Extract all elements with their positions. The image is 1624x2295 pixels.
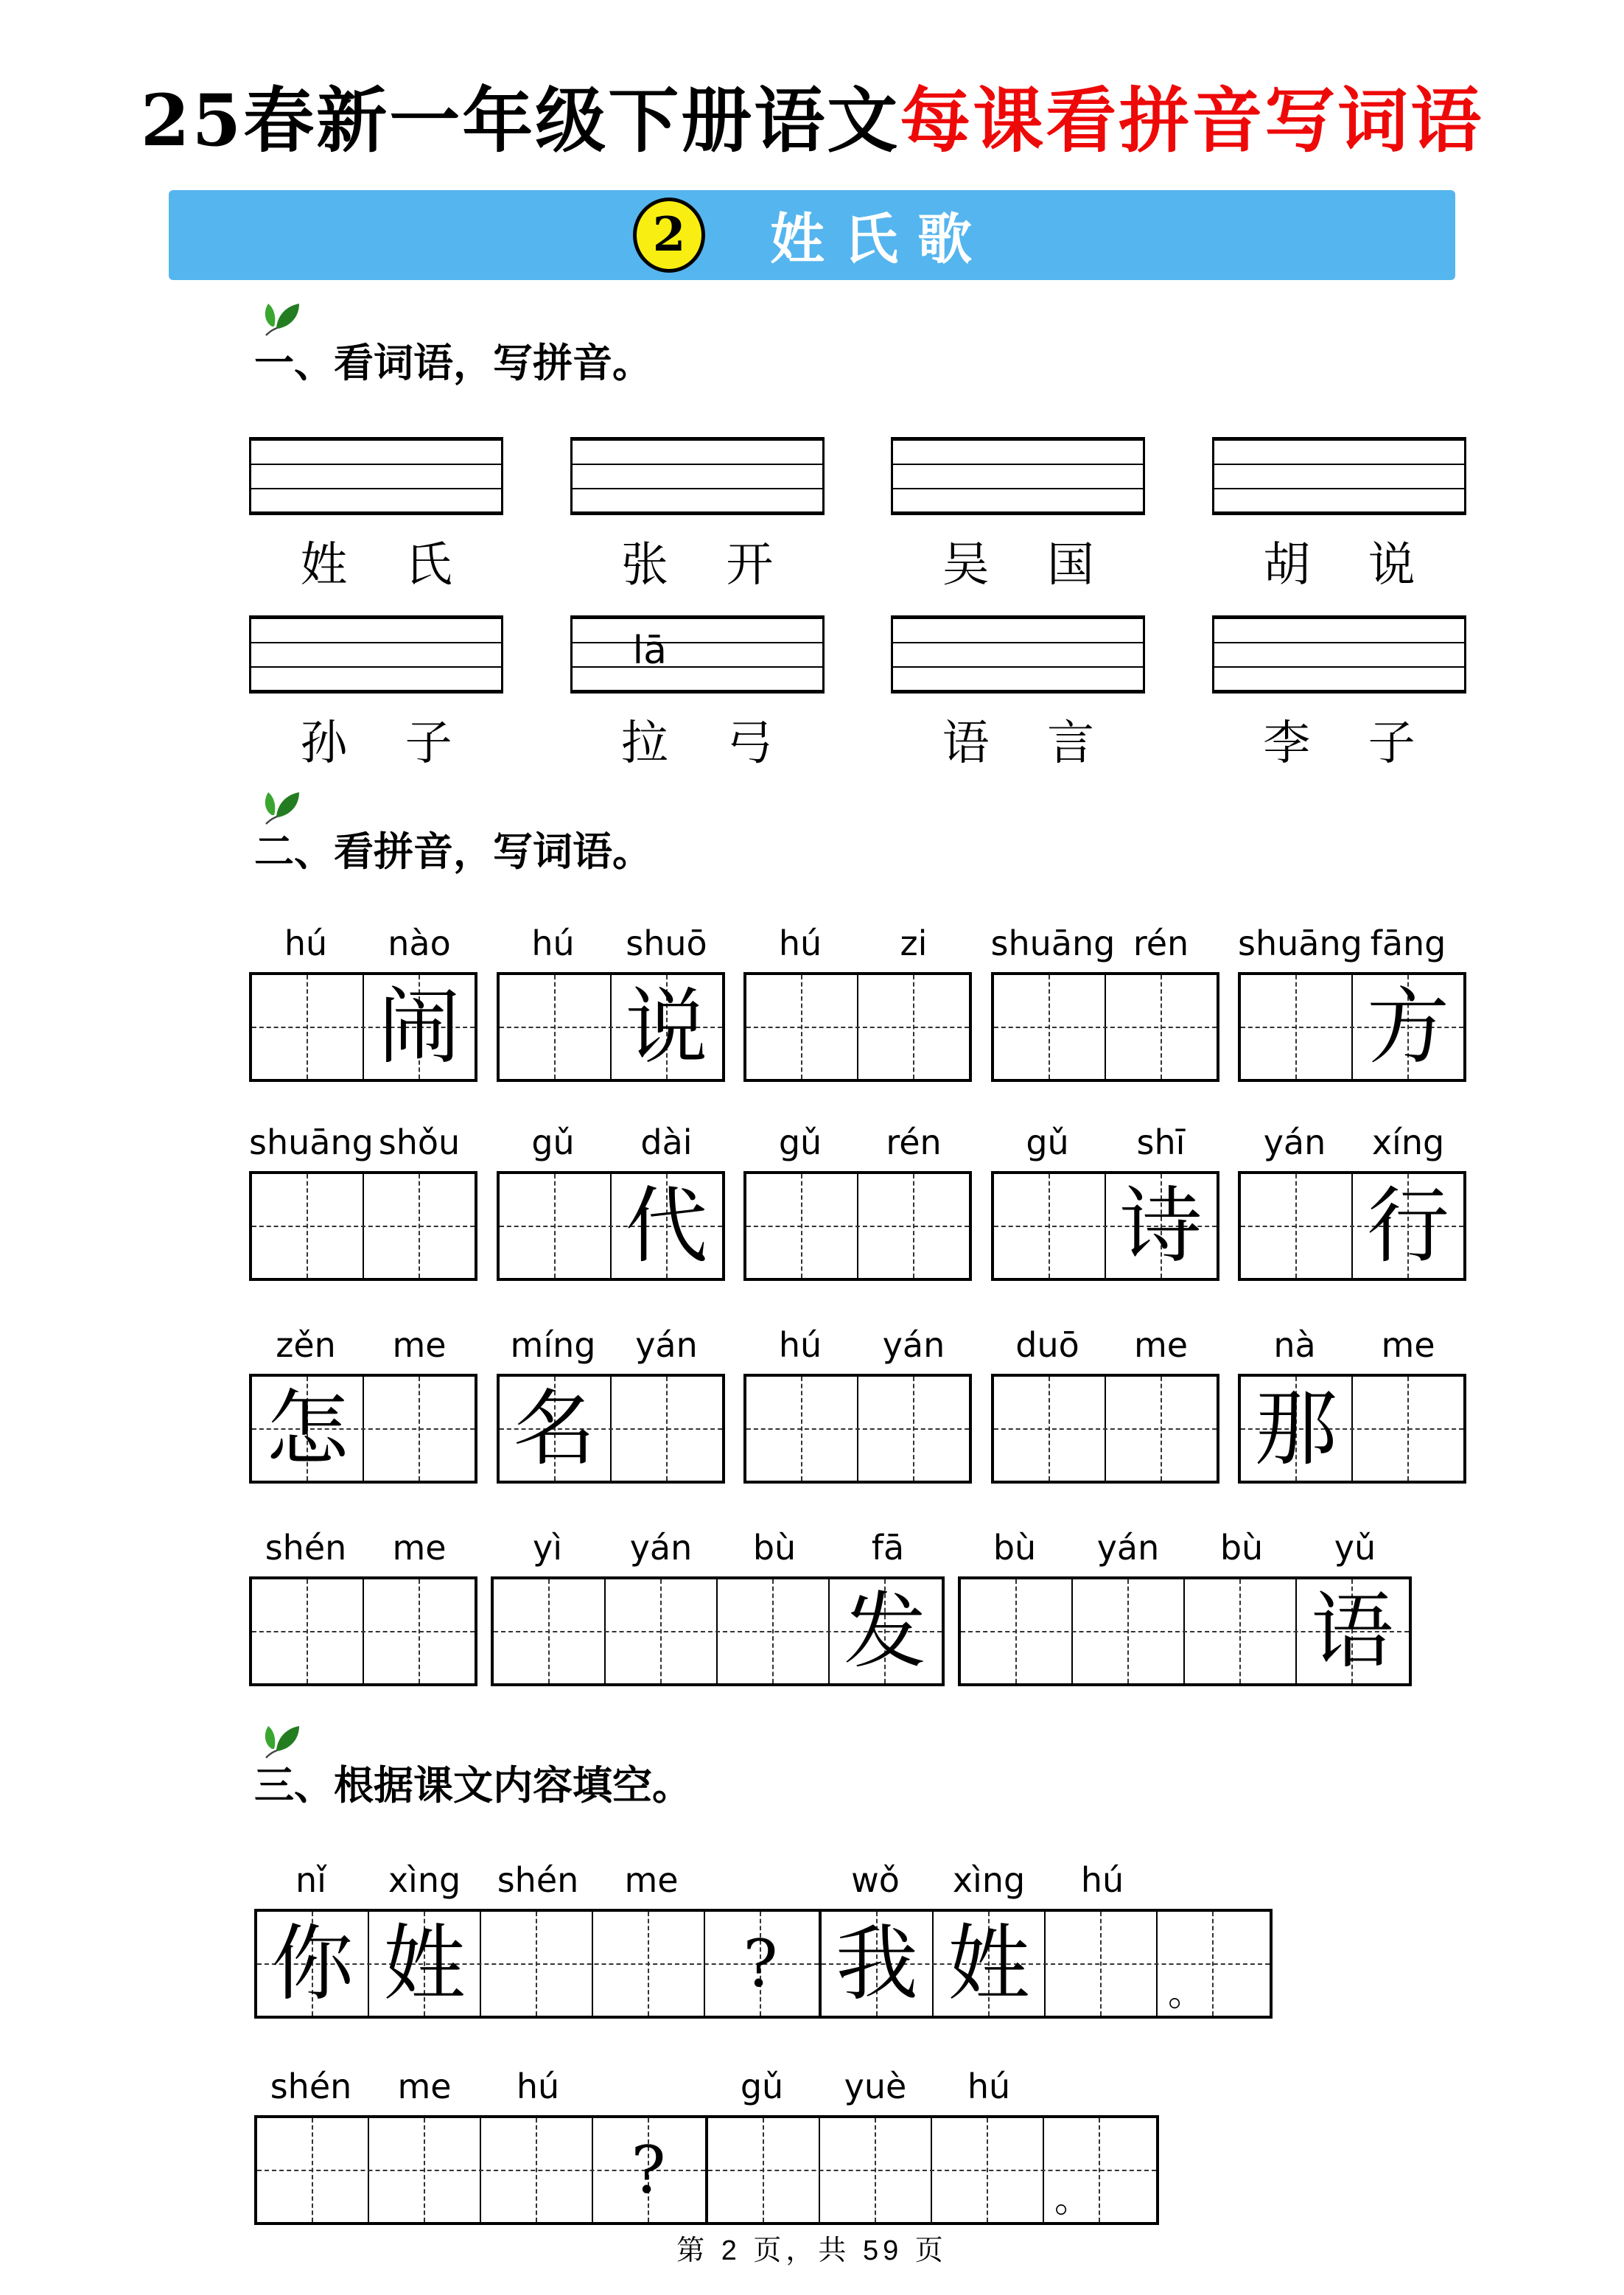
- page-title: [0, 65, 1624, 166]
- pinyin-row: [743, 1117, 972, 1162]
- pinyin-label: hú: [778, 923, 822, 963]
- answer-cell[interactable]: [257, 2118, 369, 2222]
- pinyin-row: [497, 1117, 725, 1162]
- answer-character: 发: [844, 1583, 926, 1680]
- answer-cell[interactable]: [934, 1912, 1046, 2016]
- pinyin-word-group: [491, 1522, 945, 1686]
- word-label: 孙 子: [300, 716, 452, 771]
- answer-cell[interactable]: [252, 975, 364, 1079]
- pinyin-label: shén: [497, 1860, 579, 1900]
- word-label: 张 开: [620, 538, 774, 593]
- answer-cell[interactable]: [858, 975, 969, 1079]
- pinyin-word-group: [819, 1854, 1273, 2019]
- character-grid: [249, 1374, 477, 1484]
- answer-character: 姓: [948, 1915, 1030, 2012]
- pinyin-word-group: [1238, 1117, 1466, 1281]
- answer-cell[interactable]: [1158, 1912, 1268, 2016]
- pinyin-label: míng: [510, 1325, 596, 1365]
- character-grid: [743, 1374, 972, 1484]
- section-one-heading: [254, 332, 652, 388]
- pinyin-box-group: [891, 615, 1145, 773]
- pinyin-word-group: [1238, 918, 1466, 1082]
- pinyin-row: [249, 1319, 477, 1365]
- section-heading: 二、看拼音，写词语。: [254, 830, 652, 874]
- answer-character: 那: [1255, 1380, 1337, 1477]
- answer-character: 说: [625, 979, 708, 1075]
- answer-cell[interactable]: [494, 1579, 606, 1683]
- answer-cell[interactable]: [718, 1579, 830, 1683]
- word-label: 李 子: [1263, 716, 1415, 771]
- word-label: 拉 弓: [620, 716, 774, 771]
- pinyin-row: [958, 1522, 1412, 1568]
- pinyin-word-group: [249, 1319, 477, 1484]
- answer-cell[interactable]: [1241, 1174, 1353, 1278]
- answer-cell[interactable]: [822, 1912, 934, 2016]
- answer-cell[interactable]: [746, 975, 858, 1079]
- pinyin-writing-box[interactable]: [570, 615, 825, 694]
- pinyin-writing-box[interactable]: [570, 437, 825, 515]
- answer-cell[interactable]: [364, 975, 475, 1079]
- pinyin-word-group: [254, 2061, 708, 2225]
- answer-cell[interactable]: [1106, 975, 1217, 1079]
- pinyin-label: yán: [629, 1528, 693, 1568]
- answer-cell[interactable]: [612, 1174, 722, 1278]
- pinyin-label: shén: [265, 1528, 347, 1568]
- pinyin-grid-row: [249, 1117, 1466, 1281]
- pinyin-box-group: [1212, 437, 1466, 595]
- section-three-heading: [254, 1754, 692, 1811]
- pinyin-word-group: [991, 1117, 1219, 1281]
- pinyin-label: yán: [882, 1325, 945, 1365]
- answer-cell[interactable]: [961, 1579, 1073, 1683]
- pinyin-row: [1238, 1117, 1466, 1162]
- pinyin-label: xíng: [1371, 1122, 1445, 1162]
- pinyin-row: [254, 2061, 708, 2106]
- pinyin-word-group: [743, 1319, 972, 1484]
- pinyin-label: me: [392, 1528, 447, 1568]
- answer-cell[interactable]: [612, 975, 722, 1079]
- pinyin-label: hú: [284, 923, 328, 963]
- lesson-banner: [169, 190, 1455, 280]
- answer-character: ?: [631, 2131, 666, 2208]
- pinyin-label: gǔ: [778, 1122, 822, 1162]
- pinyin-writing-box[interactable]: [249, 437, 503, 515]
- answer-character: 。: [1168, 1971, 1205, 2014]
- pinyin-row: [705, 2061, 1159, 2106]
- character-grid: [743, 972, 972, 1082]
- character-grid: [991, 972, 1219, 1082]
- answer-cell[interactable]: [369, 2118, 481, 2222]
- character-grid: [254, 1909, 822, 2019]
- pinyin-box-group: [1212, 615, 1466, 773]
- pinyin-word-group: [497, 918, 725, 1082]
- character-grid: [1238, 1171, 1466, 1281]
- answer-cell[interactable]: [612, 1377, 722, 1481]
- word-label: 吴 国: [942, 538, 1094, 593]
- character-grid: [497, 1374, 725, 1484]
- pinyin-label: shuō: [626, 923, 707, 963]
- section-heading: 三、根据课文内容填空。: [254, 1764, 692, 1808]
- pinyin-row: [991, 1319, 1219, 1365]
- answer-character: 代: [625, 1178, 708, 1274]
- pinyin-word-group: [497, 1319, 725, 1484]
- pinyin-label: me: [624, 1860, 679, 1900]
- pinyin-box-row: [249, 437, 1466, 595]
- pinyin-writing-box[interactable]: [891, 615, 1145, 694]
- character-grid: [249, 1171, 477, 1281]
- answer-character: 诗: [1119, 1178, 1203, 1274]
- answer-cell[interactable]: [500, 1377, 612, 1481]
- answer-cell[interactable]: [606, 1579, 718, 1683]
- word-label: 语 言: [942, 716, 1094, 771]
- character-grid: [991, 1374, 1219, 1484]
- answer-cell[interactable]: [1353, 975, 1463, 1079]
- answer-cell[interactable]: [257, 1912, 369, 2016]
- answer-character: 名: [513, 1380, 596, 1477]
- pinyin-label: gǔ: [1026, 1122, 1069, 1162]
- pinyin-word-group: [991, 1319, 1219, 1484]
- pinyin-writing-box[interactable]: [1212, 615, 1466, 694]
- pinyin-word-group: [958, 1522, 1412, 1686]
- answer-cell[interactable]: [364, 1377, 475, 1481]
- pinyin-label: yán: [635, 1325, 698, 1365]
- pinyin-label: me: [1381, 1325, 1435, 1365]
- pinyin-grid-row: [249, 1522, 1466, 1686]
- pinyin-label: shuāng: [990, 923, 1116, 963]
- character-grid: [819, 1909, 1273, 2019]
- pinyin-label: me: [397, 2067, 452, 2106]
- character-grid: [249, 1576, 477, 1686]
- answer-cell[interactable]: [500, 975, 612, 1079]
- pinyin-row: [249, 1117, 477, 1162]
- pinyin-label: rén: [886, 1122, 942, 1162]
- pinyin-label: fāng: [1370, 923, 1446, 963]
- page-footer: 第 2 页，共 59 页: [676, 2235, 948, 2266]
- pinyin-label: zěn: [276, 1325, 336, 1365]
- answer-cell[interactable]: [1073, 1579, 1185, 1683]
- pinyin-label: me: [1133, 1325, 1189, 1365]
- pinyin-grid-row: [249, 918, 1466, 1082]
- section-two-heading: [254, 820, 652, 877]
- answer-cell[interactable]: [1241, 1377, 1353, 1481]
- pinyin-row: [991, 1117, 1219, 1162]
- pinyin-row: [249, 918, 477, 963]
- answer-cell[interactable]: [746, 1377, 858, 1481]
- pinyin-label: zi: [900, 923, 928, 963]
- pinyin-label: yì: [532, 1528, 562, 1568]
- pinyin-label: hú: [531, 923, 575, 963]
- character-grid: [991, 1171, 1219, 1281]
- leaf-icon: [256, 301, 303, 346]
- pinyin-row: [1238, 1319, 1466, 1365]
- pinyin-label: dài: [640, 1122, 693, 1162]
- pinyin-label: shī: [1136, 1122, 1186, 1162]
- pinyin-word-group: [743, 1117, 972, 1281]
- answer-character: 姓: [383, 1915, 466, 2012]
- pinyin-word-group: [991, 918, 1219, 1082]
- pinyin-row: [819, 1854, 1273, 1900]
- answer-cell[interactable]: [1241, 975, 1353, 1079]
- pinyin-box-group: [570, 615, 825, 773]
- lesson-title: 姓氏歌: [770, 209, 991, 270]
- character-grid: [249, 972, 477, 1082]
- fill-blank-row: [254, 2061, 1159, 2225]
- answer-cell[interactable]: [858, 1174, 969, 1278]
- page-title-black: 25春新一年级下册语文: [140, 79, 900, 162]
- character-grid: [497, 1171, 725, 1281]
- lesson-number-badge: 2: [633, 198, 705, 273]
- pinyin-label: gǔ: [740, 2067, 784, 2106]
- pinyin-label: xìng: [952, 1860, 1026, 1900]
- pinyin-label: me: [392, 1325, 447, 1365]
- character-grid: [1238, 1374, 1466, 1484]
- pinyin-label: nǐ: [295, 1860, 326, 1900]
- answer-cell[interactable]: [932, 2118, 1044, 2222]
- pinyin-row: [991, 918, 1219, 963]
- pinyin-label: fā: [871, 1528, 905, 1568]
- pinyin-row: [743, 918, 972, 963]
- answer-character: 行: [1367, 1178, 1449, 1274]
- answer-cell[interactable]: [746, 1174, 858, 1278]
- answer-cell[interactable]: [830, 1579, 940, 1683]
- pinyin-label: hú: [967, 2067, 1011, 2106]
- answer-cell[interactable]: [1106, 1377, 1217, 1481]
- character-grid: [491, 1576, 945, 1686]
- pinyin-label: shén: [270, 2067, 352, 2106]
- pinyin-label: hú: [1080, 1860, 1124, 1900]
- pinyin-box-group: [249, 615, 503, 773]
- leaf-icon: [256, 1723, 303, 1769]
- pinyin-word-group: [1238, 1319, 1466, 1484]
- answer-cell[interactable]: [252, 1174, 364, 1278]
- answer-cell[interactable]: [1353, 1377, 1463, 1481]
- pinyin-row: [497, 918, 725, 963]
- character-grid: [743, 1171, 972, 1281]
- pinyin-label: wǒ: [851, 1860, 900, 1900]
- answer-cell[interactable]: [858, 1377, 969, 1481]
- answer-cell[interactable]: [369, 1912, 481, 2016]
- pinyin-label: shuāng: [1238, 923, 1362, 963]
- pinyin-label: bù: [993, 1528, 1037, 1568]
- pinyin-label: nà: [1273, 1325, 1316, 1365]
- answer-cell[interactable]: [593, 2118, 704, 2222]
- pinyin-word-group: [249, 1522, 477, 1686]
- answer-cell[interactable]: [481, 1912, 593, 2016]
- pinyin-box-row: [249, 615, 1466, 773]
- pinyin-label: yán: [1096, 1528, 1160, 1568]
- pinyin-box-group: [891, 437, 1145, 595]
- pinyin-writing-box[interactable]: [249, 615, 503, 694]
- answer-cell[interactable]: [593, 1912, 705, 2016]
- answer-cell[interactable]: [252, 1579, 364, 1683]
- page-title-red: 每课看拼音写词语: [900, 79, 1484, 162]
- answer-cell[interactable]: [500, 1174, 612, 1278]
- pinyin-word-group: [254, 1854, 822, 2019]
- pinyin-row: [497, 1319, 725, 1365]
- answer-cell[interactable]: [820, 2118, 932, 2222]
- character-grid: [1238, 972, 1466, 1082]
- section-heading: 一、看词语，写拼音。: [254, 341, 652, 385]
- pinyin-label: hú: [778, 1325, 822, 1365]
- pinyin-word-group: [497, 1117, 725, 1281]
- pinyin-grid-row: [249, 1319, 1466, 1484]
- character-grid: [254, 2115, 708, 2225]
- word-label: 胡 说: [1263, 538, 1415, 593]
- answer-cell[interactable]: [994, 1174, 1106, 1278]
- answer-character: 怎: [266, 1380, 349, 1477]
- pinyin-word-group: [743, 918, 972, 1082]
- answer-cell[interactable]: [994, 975, 1106, 1079]
- pinyin-label: yuè: [844, 2067, 907, 2106]
- answer-cell[interactable]: [1185, 1579, 1297, 1683]
- pinyin-row: [1238, 918, 1466, 963]
- pinyin-row: [249, 1522, 477, 1568]
- pinyin-label: shuāng: [249, 1122, 374, 1162]
- answer-character: 你: [271, 1915, 354, 2012]
- pinyin-box-group: [570, 437, 825, 595]
- character-grid: [497, 972, 725, 1082]
- answer-cell[interactable]: [481, 2118, 593, 2222]
- fill-blank-row: [254, 1854, 1273, 2019]
- pinyin-label: yán: [1263, 1122, 1326, 1162]
- answer-cell[interactable]: [1297, 1579, 1407, 1683]
- pinyin-box-group: [249, 437, 503, 595]
- pinyin-label: shǒu: [378, 1122, 461, 1162]
- answer-character: ?: [743, 1925, 778, 2002]
- answer-cell[interactable]: [994, 1377, 1106, 1481]
- pinyin-row: [491, 1522, 945, 1568]
- answer-cell[interactable]: [1044, 2118, 1155, 2222]
- pinyin-word-group: [249, 1117, 477, 1281]
- pinyin-label: duō: [1015, 1325, 1079, 1365]
- answer-character: 方: [1367, 979, 1449, 1075]
- pinyin-word-group: [249, 918, 477, 1082]
- answer-cell[interactable]: [1353, 1174, 1463, 1278]
- answer-character: 语: [1311, 1583, 1393, 1680]
- answer-character: 闹: [378, 979, 461, 1075]
- answer-cell[interactable]: [1106, 1174, 1217, 1278]
- character-grid: [705, 2115, 1159, 2225]
- pinyin-label: yǔ: [1334, 1528, 1376, 1568]
- pinyin-label: bù: [752, 1528, 797, 1568]
- answer-character: 。: [1054, 2178, 1091, 2221]
- answer-cell[interactable]: [364, 1174, 475, 1278]
- pinyin-writing-box[interactable]: [891, 437, 1145, 515]
- answer-cell[interactable]: [1046, 1912, 1158, 2016]
- pinyin-row: [254, 1854, 822, 1900]
- answer-cell[interactable]: [364, 1579, 475, 1683]
- pinyin-label: gǔ: [531, 1122, 575, 1162]
- pinyin-writing-box[interactable]: [1212, 437, 1466, 515]
- pinyin-label: bù: [1219, 1528, 1264, 1568]
- pinyin-label: xìng: [388, 1860, 461, 1900]
- character-grid: [958, 1576, 1412, 1686]
- answer-cell[interactable]: [705, 1912, 816, 2016]
- answer-character: 我: [836, 1915, 918, 2012]
- pinyin-label: rén: [1133, 923, 1189, 963]
- pinyin-label: nào: [388, 923, 451, 963]
- word-label: 姓 氏: [300, 538, 452, 593]
- pinyin-label: hú: [516, 2067, 560, 2106]
- pinyin-word-group: [705, 2061, 1159, 2225]
- leaf-icon: [256, 789, 303, 835]
- answer-cell[interactable]: [252, 1377, 364, 1481]
- pinyin-row: [743, 1319, 972, 1365]
- answer-cell[interactable]: [708, 2118, 820, 2222]
- pinyin-answer: lā: [632, 629, 667, 674]
